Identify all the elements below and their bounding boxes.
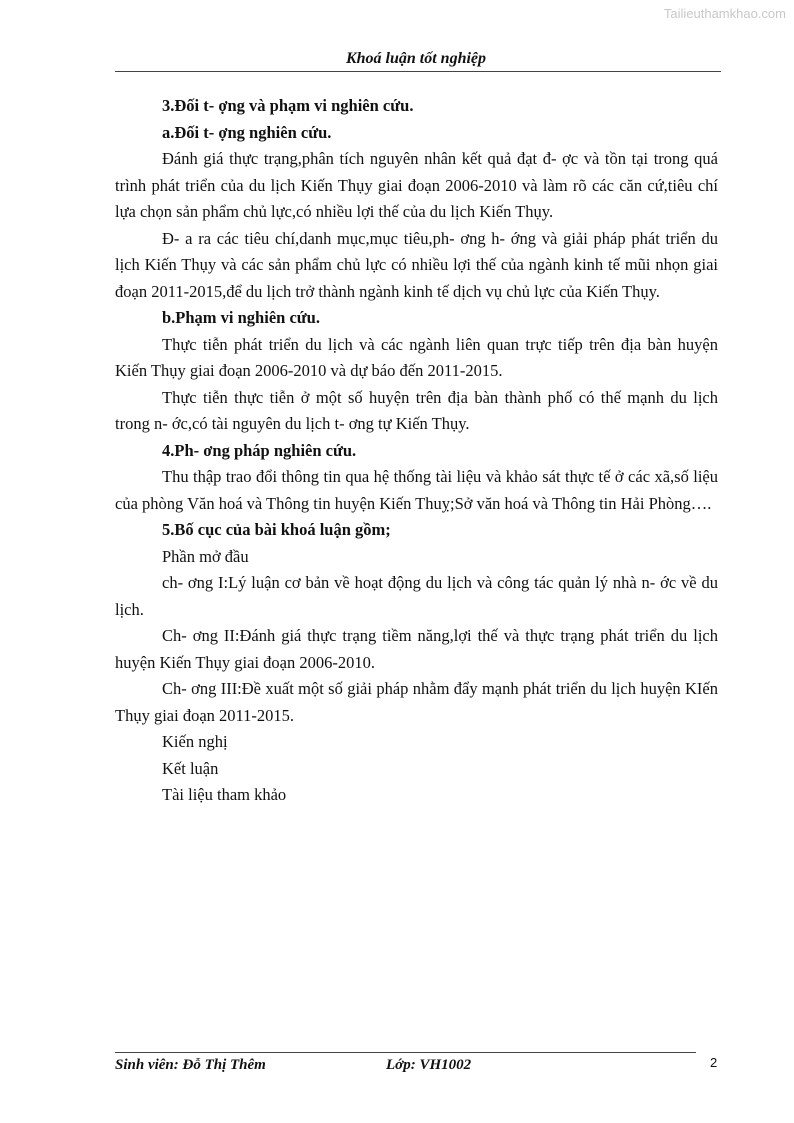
paragraph: Thực tiễn phát triển du lịch và các ngành liên quan trực tiếp trên địa bàn huyện Kiến Thụy giai đoạn 2006-2010 và dự báo đến 2011-2015.: [115, 334, 718, 380]
paragraph: Đánh giá thực trạng,phân tích nguyên nhân kết quả đạt đ- ợc và tồn tại trong quá trình phát triển của du lịch Kiến Thụy giai đoạn 2006-2010 và làm rõ các căn cứ,tiêu chí lựa chọn sản phẩm chủ lực,có nhiều lợi thế của du lịch Kiến Thụy.: [115, 149, 718, 221]
chapter-item: ch- ơng I:Lý luận cơ bản về hoạt động du lịch và công tác quản lý nhà n- ớc về du lịch.: [115, 573, 718, 619]
section-3a-heading: a.Đối t- ợng nghiên cứu.: [162, 122, 332, 142]
outline-item: Phần mở đầu: [162, 546, 249, 566]
outline-item: Kết luận: [162, 758, 219, 778]
footer-class: Lớp: VH1002: [386, 1057, 472, 1073]
footer-divider: [115, 1052, 696, 1053]
watermark-text: Tailieuthamkhao.com: [663, 6, 786, 21]
outline-item: Tài liệu tham khảo: [162, 785, 287, 804]
section-4-heading: 4.Ph- ơng pháp nghiên cứu.: [162, 440, 357, 460]
section-3b-heading: b.Phạm vi nghiên cứu.: [162, 308, 320, 327]
page-header-title: Khoá luận tốt nghiệp: [345, 50, 487, 67]
section-3-heading: 3.Đối t- ợng và phạm vi nghiên cứu.: [162, 96, 414, 115]
outline-item: Kiến nghị: [162, 732, 228, 751]
chapter-item: Ch- ơng II:Đánh giá thực trạng tiềm năng,lợi thế và thực trạng phát triển du lịch huyện Kiến Thụy giai đoạn 2006-2010.: [115, 626, 718, 672]
page-number: 2: [710, 1055, 718, 1070]
footer-student-name: Sinh viên: Đỗ Thị Thêm: [115, 1057, 266, 1073]
paragraph: Thu thập trao đổi thông tin qua hệ thống tài liệu và khảo sát thực tế ở các xã,số liệu của phòng Văn hoá và Thông tin huyện Kiến Thuỵ;Sở văn hoá và Thông tin Hải Phòng….: [115, 467, 718, 513]
header-divider: [115, 71, 721, 72]
paragraph: Đ- a ra các tiêu chí,danh mục,mục tiêu,ph- ơng h- ớng và giải pháp phát triển du lịch Kiến Thụy và các sản phẩm chủ lực có nhiều lợi thế của ngành kinh tế mũi nhọn giai đoạn 2011-2015,để du lịch trở thành ngành kinh tế dịch vụ chủ lực của Kiến Thụy.: [115, 228, 718, 301]
paragraph: Thực tiễn thực tiễn ở một số huyện trên địa bàn thành phố có thế mạnh du lịch trong n- ớc,có tài nguyên du lịch t- ơng tự Kiến Thụy.: [115, 387, 718, 433]
document-body: [115, 93, 718, 809]
section-5-heading: 5.Bố cục của bài khoá luận gồm;: [162, 520, 391, 539]
chapter-item: Ch- ơng III:Đề xuất một số giải pháp nhằm đẩy mạnh phát triển du lịch huyện KIến Thụy giai đoạn 2011-2015.: [115, 679, 718, 725]
